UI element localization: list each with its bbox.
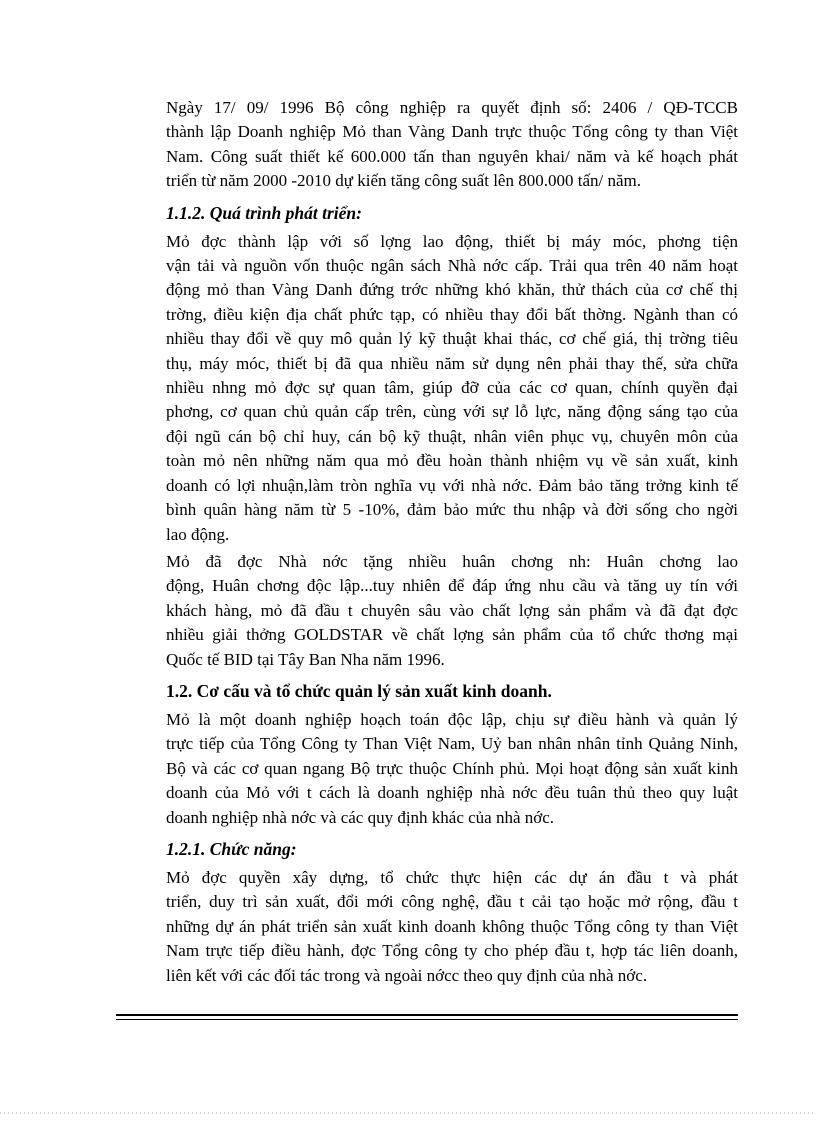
text-line: đội ngũ cán bộ chỉ huy, cán bộ kỹ thuật, nhân viên phục vụ, chuyên môn của [166,426,738,446]
text-line: thụ, máy móc, thiết bị đã qua nhiều năm sử dụng nên phải thay thế, sửa chữa [166,353,738,373]
divider-line-thin [116,1019,738,1020]
text-line: nhiều nhng mỏ đợc sự quan tâm, giúp đỡ của các cơ quan, chính quyền đại [166,378,738,398]
text-line: thành lập Doanh nghiệp Mỏ than Vàng Danh trực thuộc Tổng công ty than Việt [166,122,738,142]
text-line: liên kết với các đối tác trong và ngoài nớcc theo quy định của nhà nớc. [166,965,648,985]
text-line: toàn mỏ nên những năm qua mỏ đều hoàn thành nhiệm vụ về sản xuất, kinh [166,451,738,471]
section-heading-1-2-1: 1.2.1. Chức năng: [166,838,297,859]
text-line: những dự án phát triển sản xuất kinh doanh không thuộc Tổng công ty than Việt [166,916,738,936]
section-heading-1-2: 1.2. Cơ cấu và tổ chức quản lý sản xuất kinh doanh. [166,680,552,701]
paragraph-establishment [116,96,738,194]
text-line: trờng, điều kiện địa chất phức tạp, có nhiều thay đổi bất thờng. Ngành than có [166,304,738,324]
divider-line-thick [116,1014,738,1016]
paragraph-awards [116,550,738,672]
document-body [116,96,738,991]
text-line: phơng, cơ quan chủ quản cấp trên, cùng với sự lỗ lực, năng động sáng tạo của [166,402,738,422]
paragraph-development [116,230,738,547]
text-line: Bộ và các cơ quan ngang Bộ trực thuộc Chính phủ. Mọi hoạt động sản xuất kinh [166,758,738,778]
text-line: khách hàng, mỏ đã đầu t chuyên sâu vào chất lợng sản phẩm và đã đạt đợc [166,600,738,620]
text-line: bình quân hàng năm từ 5 -10%, đảm bảo mức thu nhập và đời sống cho ngời [166,500,738,520]
paragraph-structure [116,708,738,830]
text-line: Mỏ đợc quyền xây dựng, tổ chức thực hiện các dự án đầu t và phát [166,867,738,887]
paragraph-functions [116,866,738,988]
text-line: Nam. Công suất thiết kế 600.000 tấn than nguyên khai/ năm và kế hoạch phát [166,146,738,166]
text-line: vận tải và nguồn vốn thuộc ngân sách Nhà nớc cấp. Trải qua trên 40 năm hoạt [166,256,738,276]
text-line: doanh của Mỏ với t cách là doanh nghiệp nhà nớc đều tuân thủ theo quy luật [166,783,738,803]
text-line: triển, duy trì sản xuất, đổi mới công nghệ, đầu t cải tạo hoặc mở rộng, đầu t [166,892,738,912]
text-line: Mỏ là một doanh nghiệp hoạch toán độc lập, chịu sự điều hành và quản lý [166,709,738,729]
text-line: Mỏ đã đợc Nhà nớc tặng nhiều huân chơng nh: Huân chơng lao [166,551,738,571]
text-line: động mỏ than Vàng Danh đứng trớc những khó khăn, thử thách của cơ chế thị [166,280,738,300]
text-line: Nam trực tiếp điều hành, đợc Tổng công ty cho phép đầu t, hợp tác liên doanh, [166,941,738,961]
text-line: doanh nghiệp nhà nớc và các quy định khác của nhà nớc. [166,807,555,827]
text-line: nhiều giải thởng GOLDSTAR về chất lợng sản phẩm của tổ chức thơng mại [166,625,738,645]
text-line: Quốc tế BID tại Tây Ban Nha năm 1996. [166,649,445,669]
page-bottom-dotted-border [0,1112,816,1114]
text-line: trực tiếp của Tổng Công ty Than Việt Nam, Uỷ ban nhân nhân tỉnh Quảng Ninh, [166,734,738,754]
text-line: Ngày 17/ 09/ 1996 Bộ công nghiệp ra quyết định số: 2406 / QĐ-TCCB [166,98,738,117]
text-line: lao động. [166,524,230,544]
footer-divider [116,1014,738,1023]
text-line: nhiều thay đổi về quy mô quản lý kỹ thuật khai thác, cơ chế giá, thị trờng tiêu [166,329,738,349]
text-line: động, Huân chơng độc lập...tuy nhiên để đáp ứng nhu cầu và tăng uy tín với [166,576,738,596]
text-line: doanh có lợi nhuận,làm tròn nghĩa vụ với nhà nớc. Đảm bảo tăng trởng kinh tế [166,475,738,495]
section-heading-1-1-2: 1.1.2. Quá trình phát triển: [166,202,362,223]
text-line: triển từ năm 2000 -2010 dự kiến tăng công suất lên 800.000 tấn/ năm. [166,171,641,191]
text-line: Mỏ đợc thành lập với số lợng lao động, thiết bị máy móc, phơng tiện [166,231,738,251]
